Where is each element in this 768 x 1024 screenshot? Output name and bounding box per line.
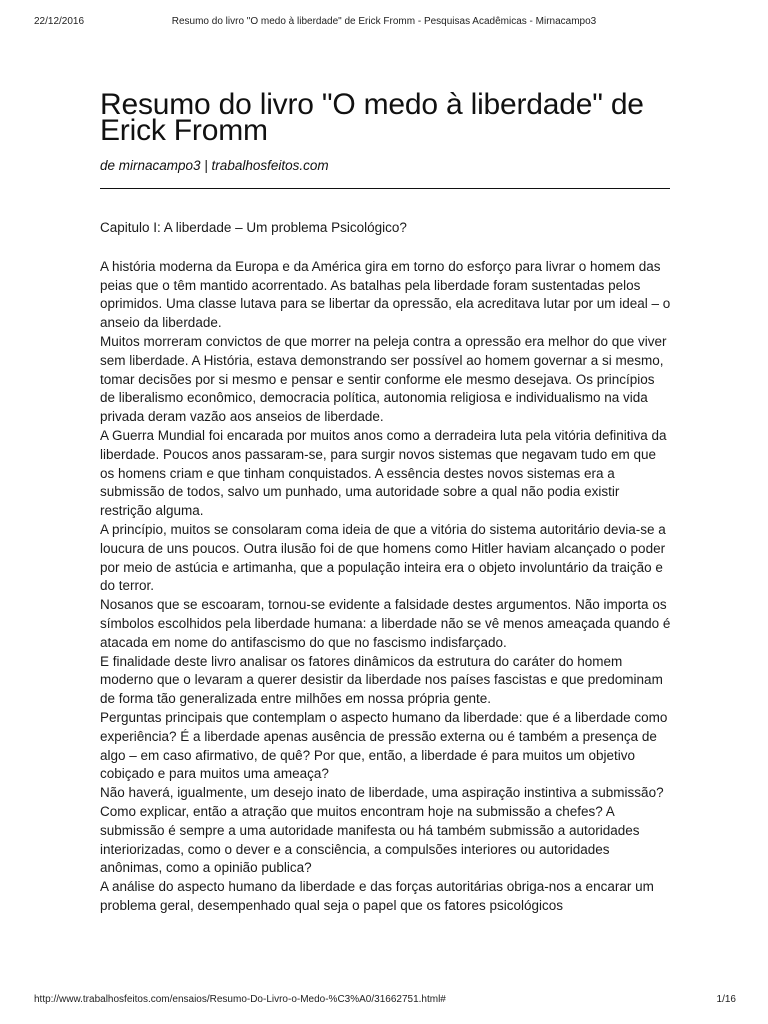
paragraph: A história moderna da Europa e da América gira em torno do esforço para livrar o homem das peias que o têm mantido acorrentado. As batalhas pela liberdade foram sustentadas pelos oprimidos. Uma classe lutava para se libertar da opressão, ela acreditava lutar por um ideal – o anseio da liberdade. [100,258,671,331]
paragraph: Muitos morreram convictos de que morrer na peleja contra a opressão era melhor do que viver sem liberdade. A História, estava demonstrando ser possível ao homem governar a si mesmo, tomar decisões por si mesmo e pensar e sentir conforme ele mesmo desejava. Os princípios de liberalismo econômico, democracia política, autonomia religiosa e individualismo na vida privada deram vazão aos anseios de liberdade. [100,333,667,425]
paragraph: Perguntas principais que contemplam o aspecto humano da liberdade: que é a liberdade como experiência? É a liberdade apenas ausência de pressão externa ou é também a presença de algo – em caso afirmativo, de quê? Por que, então, a liberdade é para muitos um objetivo cobiçado e para muitos uma ameaça? [100,709,668,782]
article [100,88,672,916]
paragraph: E finalidade deste livro analisar os fatores dinâmicos da estrutura do caráter do homem moderno que o levaram a querer desistir da liberdade nos países fascistas e que predominam de forma tão generalizada entre milhões em nossa própria gente. [100,653,663,707]
paragraph: A princípio, muitos se consolaram coma ideia de que a vitória do sistema autoritário devia-se a loucura de uns poucos. Outra ilusão foi de que homens como Hitler haviam alcançado o poder por meio de astúcia e artimanha, que a população inteira era o objeto involuntário da traição e do terror. [100,521,666,594]
paragraph: A análise do aspecto humano da liberdade e das forças autoritárias obriga-nos a encarar um problema geral, desempenhado qual seja o papel que os fatores psicológicos [100,879,654,913]
paragraph: Não haverá, igualmente, um desejo inato de liberdade, uma aspiração instintiva a submissão? Como explicar, então a atração que muitos encontram hoje na submissão a chefes? A submissão é sempre a uma autoridade manifesta ou há também submissão a autoridades interiorizadas, como o dever e a consciência, a compulsões interiores ou autoridades anônimas, como a opinião publica? [100,785,664,876]
print-page-title: Resumo do livro "O medo à liberdade" de Erick Fromm - Pesquisas Acadêmicas - Mirnacampo3 [171,16,597,27]
paragraph: A Guerra Mundial foi encarada por muitos anos como a derradeira luta pela vitória definitiva da liberdade. Poucos anos passaram-se, para surgir novos sistemas que negavam tudo em que os homens criam e que tinham conquistados. A essência destes novos sistemas era a submissão de todos, salvo um punhado, uma autoridade sobre a qual não podia existir restrição alguma. [100,427,667,519]
chapter-heading: Capitulo I: A liberdade – Um problema Psicológico? [100,220,407,235]
page-url-link[interactable]: http://www.trabalhosfeitos.com/ensaios/Resumo-Do-Livro-o-Medo-%C3%A0/31662751.html# [34,994,446,1005]
article-byline: de mirnacampo3 | trabalhosfeitos.com [100,158,329,173]
print-date: 22/12/2016 [34,16,85,27]
page-number: 1/16 [716,994,736,1005]
title-divider [100,188,670,189]
article-title: Resumo do livro "O medo à liberdade" de Erick Fromm [100,88,644,147]
paragraph: Nosanos que se escoaram, tornou-se evidente a falsidade destes argumentos. Não importa os símbolos escolhidos pela liberdade humana: a liberdade não se vê menos ameaçada quando é atacada em nome do antifascismo do que no fascismo indisfarçado. [100,597,671,650]
article-body [100,258,672,916]
